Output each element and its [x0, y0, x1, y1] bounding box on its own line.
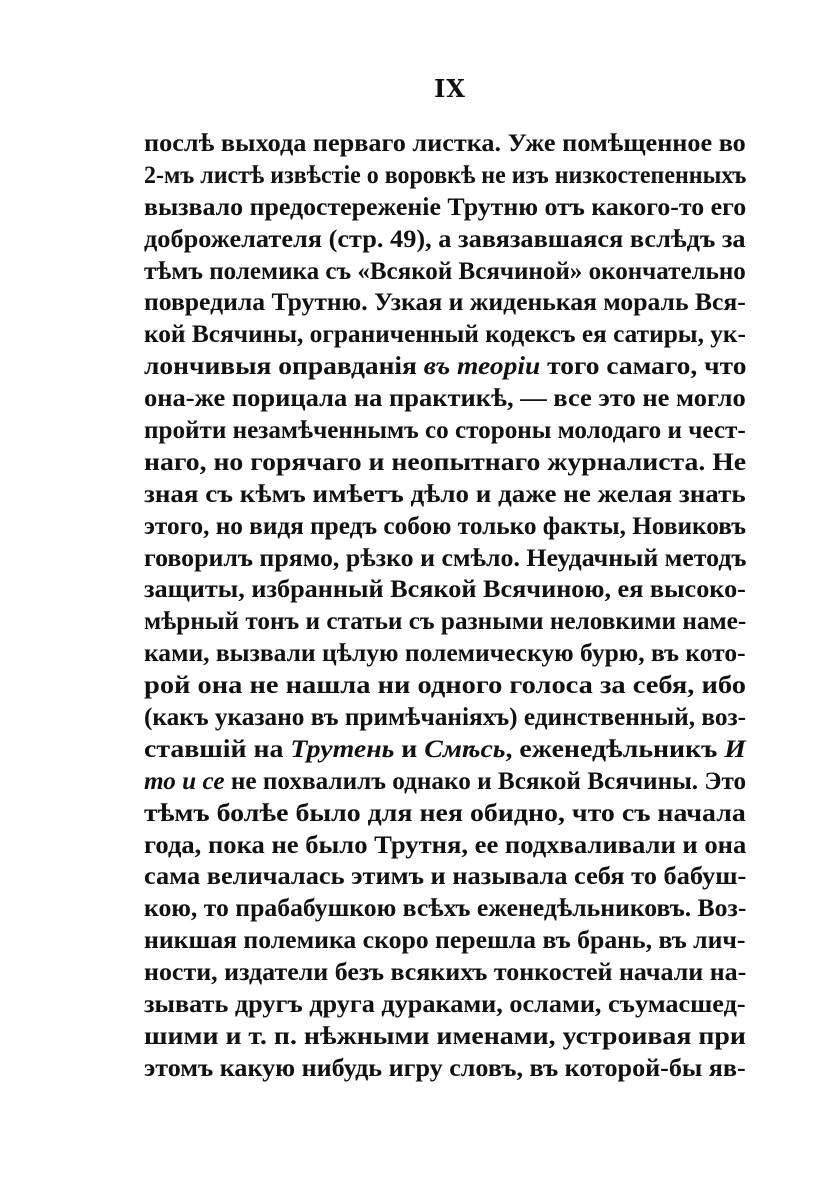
italic-segment: въ теоріи [423, 353, 541, 381]
text-line [144, 479, 746, 511]
text-line [144, 192, 746, 224]
text-segment: доброжелателя (стр. 49), а завязавшаяся вслѣдъ за [144, 225, 746, 253]
text-line [144, 511, 746, 543]
text-line [144, 128, 746, 160]
text-segment: ности, издатели безъ всякихъ тонкостей начали на- [144, 959, 747, 987]
body-text [144, 128, 746, 1085]
text-segment: повредила Трутню. Узкая и жиденькая мораль Вся- [144, 289, 746, 317]
text-segment: шими и т. п. нѣжными именами, устроивая при [144, 1022, 746, 1050]
text-segment: 2-мъ листѣ извѣстіе о воровкѣ не изъ низкостепенныхъ [144, 161, 747, 189]
text-segment: ками, вызвали цѣлую полемическую бурю, въ кото- [144, 640, 746, 668]
text-segment: никшая полемика скоро перешла въ брань, въ лич- [144, 927, 746, 955]
text-segment: не похвалилъ однако и Всякой Всячины. Это [224, 767, 747, 795]
text-line [144, 287, 746, 319]
text-segment: (какъ указано въ примѣчаніяхъ) единственный, воз- [144, 704, 747, 732]
text-line [144, 1021, 746, 1053]
text-segment: зная съ кѣмъ имѣетъ дѣло и даже не желая знать [144, 480, 746, 508]
text-segment: наго, но горячаго и неопытнаго журналиста. Не [144, 448, 747, 476]
italic-segment: то и се [144, 767, 225, 795]
text-line [144, 798, 746, 830]
text-line [144, 957, 746, 989]
text-segment: мѣрный тонъ и статьи съ разными неловкими наме- [144, 608, 747, 636]
text-segment: зывать другъ друга дураками, ослами, съумасшед- [144, 991, 746, 1019]
text-line [144, 543, 746, 575]
text-segment: вызвало предостереженіе Трутню отъ какого-то его [144, 193, 747, 221]
text-segment: послѣ выхода перваго листка. Уже помѣщенное во [144, 130, 746, 157]
text-line [144, 766, 746, 798]
text-line [144, 256, 746, 288]
text-line [144, 638, 746, 670]
text-line [144, 224, 746, 256]
text-line [144, 160, 746, 192]
text-segment: кою, то прабабушкою всѣхъ еженедѣльниковъ. Воз- [144, 895, 747, 923]
text-line [144, 606, 746, 638]
text-line [144, 447, 746, 479]
text-line [144, 1053, 746, 1085]
text-segment: , еженедѣльникъ [505, 735, 725, 763]
text-segment: и [394, 735, 425, 763]
text-segment: она-же порицала на практикѣ, — все это не могло [144, 385, 746, 413]
text-line [144, 415, 746, 447]
text-segment: того самаго, что [540, 353, 747, 381]
text-segment: лончивыя оправданія [144, 353, 424, 381]
text-line [144, 319, 746, 351]
text-line [144, 925, 746, 957]
text-line [144, 830, 746, 862]
text-line [144, 734, 746, 766]
text-line [144, 351, 746, 383]
italic-segment: И [724, 735, 746, 763]
text-segment: тѣмъ болѣе было для нея обидно, что съ начала [144, 799, 746, 827]
text-segment: пройти незамѣченнымъ со стороны молодаго и чест- [144, 417, 746, 445]
text-segment: говорилъ прямо, рѣзко и смѣло. Неудачный методъ [144, 544, 747, 572]
text-line [144, 670, 746, 702]
text-line [144, 383, 746, 415]
text-segment: защиты, избранный Всякой Всячиною, ея высоко- [144, 576, 746, 604]
text-segment: ставшій на [144, 735, 291, 763]
text-segment: кой Всячины, ограниченный кодексъ ея сатиры, ук- [144, 321, 746, 349]
italic-segment: Трутень [290, 735, 395, 763]
text-line [144, 861, 746, 893]
text-line [144, 702, 746, 734]
text-segment: года, пока не было Трутня, ее подхваливали и она [144, 831, 747, 859]
text-segment: рой она не нашла ни одного голоса за себя, ибо [144, 672, 746, 700]
text-segment: этого, но видя предъ собою только факты, Новиковъ [144, 512, 746, 540]
text-segment: сама величалась этимъ и называла себя то бабуш- [144, 863, 747, 891]
italic-segment: Смѣсь [424, 735, 506, 763]
page-number: IX [434, 74, 466, 103]
text-segment: тѣмъ полемика съ «Всякой Всячиной» окончательно [144, 257, 746, 285]
text-line [144, 893, 746, 925]
text-line [144, 574, 746, 606]
text-line [144, 989, 746, 1021]
text-segment: этомъ какую нибудь игру словъ, въ которой-бы яв- [144, 1054, 746, 1082]
